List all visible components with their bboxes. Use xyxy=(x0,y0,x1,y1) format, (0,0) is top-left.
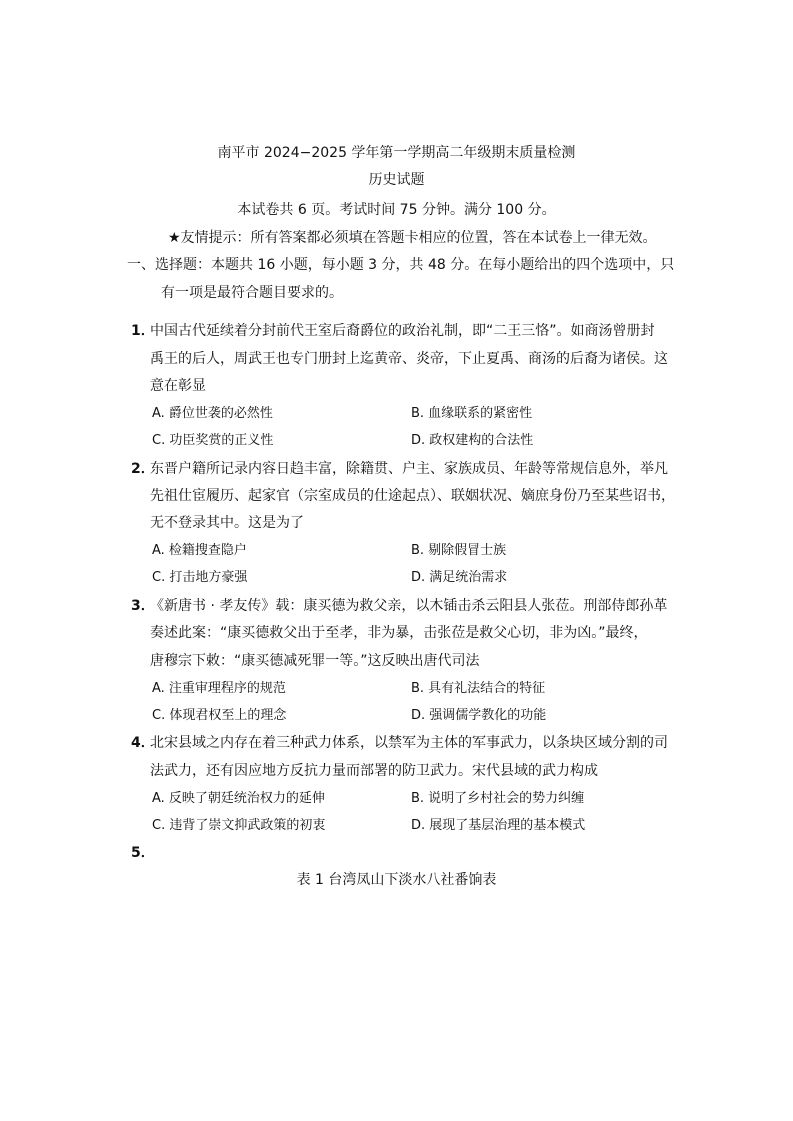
question-3-stem-line-3: 唐穆宗下敕：“康买德减死罪一等。”这反映出唐代司法 xyxy=(150,653,480,669)
question-4-option-b: B. 说明了乡村社会的势力纠缠 xyxy=(411,791,585,806)
question-3-stem-line-1: 《新唐书 · 孝友传》载：康买德为救父亲，以木锸击杀云阳县人张莅。刑部侍郎孙革 xyxy=(150,598,668,614)
question-1-option-b: B. 血缘联系的紧密性 xyxy=(411,406,533,421)
question-2-option-c: C. 打击地方豪强 xyxy=(152,570,248,585)
question-4-number: 4． xyxy=(131,735,155,751)
question-2-option-d: D. 满足统治需求 xyxy=(411,570,508,585)
question-4-stem-line-1: 北宋县域之内存在着三种武力体系，以禁军为主体的军事武力，以条块区域分割的司 xyxy=(150,735,668,751)
question-1-stem-line-3: 意在彰显 xyxy=(150,378,206,394)
question-2-stem-line-1: 东晋户籍所记录内容日趋丰富，除籍贯、户主、家族成员、年龄等常规信息外，举凡 xyxy=(150,461,668,477)
question-2-option-a: A. 检籍搜查隐户 xyxy=(152,543,247,558)
question-4-option-c: C. 违背了崇文抑武政策的初衷 xyxy=(152,818,326,833)
question-3-option-c: C. 体现君权至上的理念 xyxy=(152,708,287,723)
question-2-stem-line-2: 先祖仕宦履历、起家官（宗室成员的仕途起点）、联姻状况、嫡庶身份乃至某些诏书， xyxy=(150,488,675,504)
question-1-stem-line-2: 禹王的后人，周武王也专门册封上迄黄帝、炎帝，下止夏禹、商汤的后裔为诸侯。这 xyxy=(150,351,668,367)
question-4-stem-line-2: 法武力，还有因应地方反抗力量而部署的防卫武力。宋代县域的武力构成 xyxy=(150,763,598,779)
question-5-number: 5． xyxy=(131,845,155,861)
question-3-stem-line-2: 奏述此案：“康买德救父出于至孝，非为暴，击张莅是救父心切，非为凶。”最终， xyxy=(150,625,648,641)
question-3-number: 3． xyxy=(131,598,155,614)
section-intro-line-2: 有一项是最符合题目要求的。 xyxy=(161,285,343,301)
question-2-option-b: B. 剔除假冒士族 xyxy=(411,543,507,558)
subject-title: 历史试题 xyxy=(368,172,425,188)
exam-info: 本试卷共 6 页。考试时间 75 分钟。满分 100 分。 xyxy=(237,202,556,218)
question-1-option-c: C. 功臣奖赏的正义性 xyxy=(152,433,274,448)
table-caption: 表 1 台湾凤山下淡水八社番饷表 xyxy=(296,872,497,888)
question-4-option-a: A. 反映了朝廷统治权力的延伸 xyxy=(152,791,325,806)
question-4-option-d: D. 展现了基层治理的基本模式 xyxy=(411,818,586,833)
question-3-option-d: D. 强调儒学教化的功能 xyxy=(411,708,547,723)
friendly-tip: ★友情提示：所有答案都必须填在答题卡相应的位置，答在本试卷上一律无效。 xyxy=(168,230,657,246)
question-1-option-a: A. 爵位世袭的必然性 xyxy=(152,406,273,421)
question-1-number: 1． xyxy=(131,323,155,339)
question-2-number: 2． xyxy=(131,461,155,477)
question-3-option-b: B. 具有礼法结合的特征 xyxy=(411,681,546,696)
question-2-stem-line-3: 无不登录其中。这是为了 xyxy=(150,515,304,531)
question-1-option-d: D. 政权建构的合法性 xyxy=(411,433,534,448)
section-intro-line-1: 一、选择题：本题共 16 小题，每小题 3 分，共 48 分。在每小题给出的四个选项中，只 xyxy=(127,257,675,273)
question-1-stem-line-1: 中国古代延续着分封前代王室后裔爵位的政治礼制，即“二王三恪”。如商汤曾册封 xyxy=(150,323,655,339)
question-3-option-a: A. 注重审理程序的规范 xyxy=(152,681,286,696)
exam-title: 南平市 2024−2025 学年第一学期高二年级期末质量检测 xyxy=(217,145,576,161)
